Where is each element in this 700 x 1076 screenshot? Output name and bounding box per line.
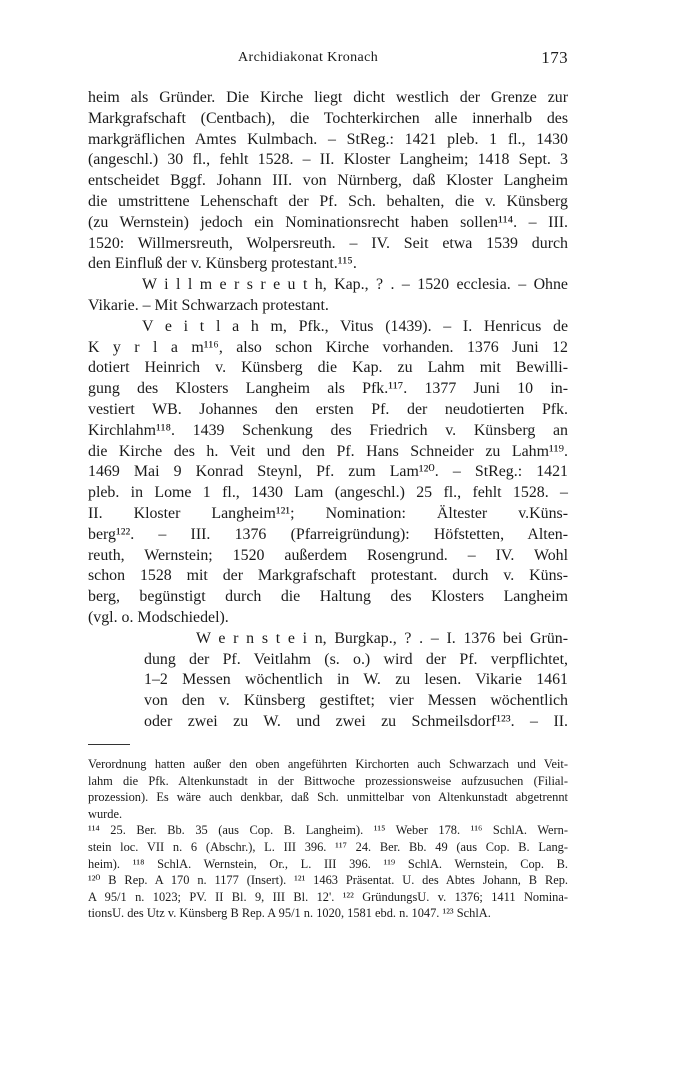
text-line: reuth, Wernstein; 1520 außerdem Rosengrund. – IV. Wohl [88, 546, 568, 564]
main-text [88, 88, 568, 733]
text-line: Kirchlahm¹¹⁸. 1439 Schenkung des Friedrich v. Künsberg an [88, 421, 568, 439]
text-line: W i l l m e r s r e u t h, Kap., ? . – 1520 ecclesia. – Ohne [142, 276, 568, 294]
text-line: 1520: Willmersreuth, Wolpersreuth. – IV. Seit etwa 1539 durch [88, 234, 568, 252]
text-line: Markgrafschaft (Centbach), die Tochterkirchen alle innerhalb des [88, 109, 568, 127]
text-line: berg, begünstigt durch die Haltung des Klosters Langheim [88, 588, 568, 606]
footnote-line: heim). ¹¹⁸ SchlA. Wernstein, Or., L. III 396. ¹¹⁹ SchlA. Wernstein, Cop. B. [88, 856, 568, 871]
footnote-line: ¹²⁰ B Rep. A 170 n. 1177 (Insert). ¹²¹ 1463 Präsentat. U. des Abtes Johann, B Rep. [88, 873, 568, 888]
footnote-divider [88, 744, 130, 745]
text-line: II. Kloster Langheim¹²¹; Nomination: Ältester v.Küns- [88, 504, 568, 522]
footnote-line: lahm die Pfk. Altenkunstadt in der Bittwoche prozessionsweise aufzusuchen (Filial- [88, 773, 568, 788]
text-line: gung des Klosters Langheim als Pfk.¹¹⁷. 1377 Juni 10 in- [88, 380, 568, 398]
footnote-line: ¹¹⁴ 25. Ber. Bb. 35 (aus Cop. B. Langheim). ¹¹⁵ Weber 178. ¹¹⁶ SchlA. Wern- [88, 823, 568, 838]
footnote-line: wurde. [88, 806, 123, 821]
footnote-line: tionsU. des Utz v. Künsberg B Rep. A 95/1 n. 1020, 1581 ebd. n. 1047. ¹²³ SchlA. [88, 906, 491, 921]
text-line: oder zwei zu W. und zwei zu Schmeilsdorf¹²³. – II. [144, 712, 568, 730]
page-number: 173 [541, 48, 568, 67]
running-title: Archidiakonat Kronach [238, 50, 379, 65]
text-line: die umstrittene Lehenschaft der Pf. Sch. behalten, die v. Künsberg [88, 192, 568, 210]
text-line: (vgl. o. Modschiedel). [88, 608, 229, 626]
text-line: schon 1528 mit der Markgrafschaft protestant. durch v. Küns- [88, 567, 568, 585]
text-line: V e i t l a h m, Pfk., Vitus (1439). – I. Henricus de [142, 317, 568, 335]
text-line: W e r n s t e i n, Burgkap., ? . – I. 1376 bei Grün- [196, 629, 568, 647]
text-line: 1–2 Messen wöchentlich in W. zu lesen. Vikarie 1461 [144, 671, 568, 689]
text-line: den Einfluß der v. Künsberg protestant.¹¹⁵. [88, 255, 357, 273]
text-line: K y r l a m¹¹⁶, also schon Kirche vorhanden. 1376 Juni 12 [88, 338, 568, 356]
text-line: (angeschl.) 30 fl., fehlt 1528. – II. Kloster Langheim; 1418 Sept. 3 [88, 151, 568, 169]
footnote-line: stein loc. VII n. 6 (Abschr.), L. III 396. ¹¹⁷ 24. Ber. Bb. 49 (aus Cop. B. Lang- [88, 839, 568, 854]
text-line: 1469 Mai 9 Konrad Steynl, Pf. zum Lam¹²⁰. – StReg.: 1421 [88, 463, 568, 481]
text-line: Vikarie. – Mit Schwarzach protestant. [88, 296, 329, 314]
text-line: (zu Wernstein) jedoch ein Nominationsrecht haben sollen¹¹⁴. – III. [88, 213, 568, 231]
text-line: dung der Pf. Veitlahm (s. o.) wird der Pf. verpflichtet, [144, 650, 568, 668]
text-line: von den v. Künsberg gestiftet; vier Messen wöchentlich [144, 692, 568, 710]
text-line: pleb. in Lome 1 fl., 1430 Lam (angeschl.) 25 fl., fehlt 1528. – [88, 484, 568, 502]
footnotes [88, 756, 568, 922]
text-line: entscheidet Bggf. Johann III. von Nürnberg, daß Kloster Langheim [88, 172, 568, 190]
text-line: die Kirche des h. Veit und den Pf. Hans Schneider zu Lahm¹¹⁹. [88, 442, 568, 460]
footnote-line: prozession). Es wäre auch denkbar, daß Sch. unmittelbar von Altenkunstadt abgetrennt [88, 790, 568, 805]
text-line: berg¹²². – III. 1376 (Pfarreigründung): Höfstetten, Alten- [88, 525, 568, 543]
text-line: heim als Gründer. Die Kirche liegt dicht westlich der Grenze zur [88, 89, 568, 106]
text-line: markgräflichen Amtes Kulmbach. – StReg.: 1421 pleb. 1 fl., 1430 [88, 130, 568, 148]
footnote-line: A 95/1 n. 1023; PV. II Bl. 9, III Bl. 12'. ¹²² GründungsU. v. 1376; 1411 Nomina- [88, 889, 568, 904]
text-line: dotiert Heinrich v. Künsberg die Kap. zu Lahm mit Bewilli- [88, 359, 568, 377]
footnote-line: Verordnung hatten außer den oben angeführten Kirchorten auch Schwarzach und Veit- [88, 757, 568, 771]
text-line: vestiert WB. Johannes den ersten Pf. der neudotierten Pfk. [88, 400, 568, 418]
